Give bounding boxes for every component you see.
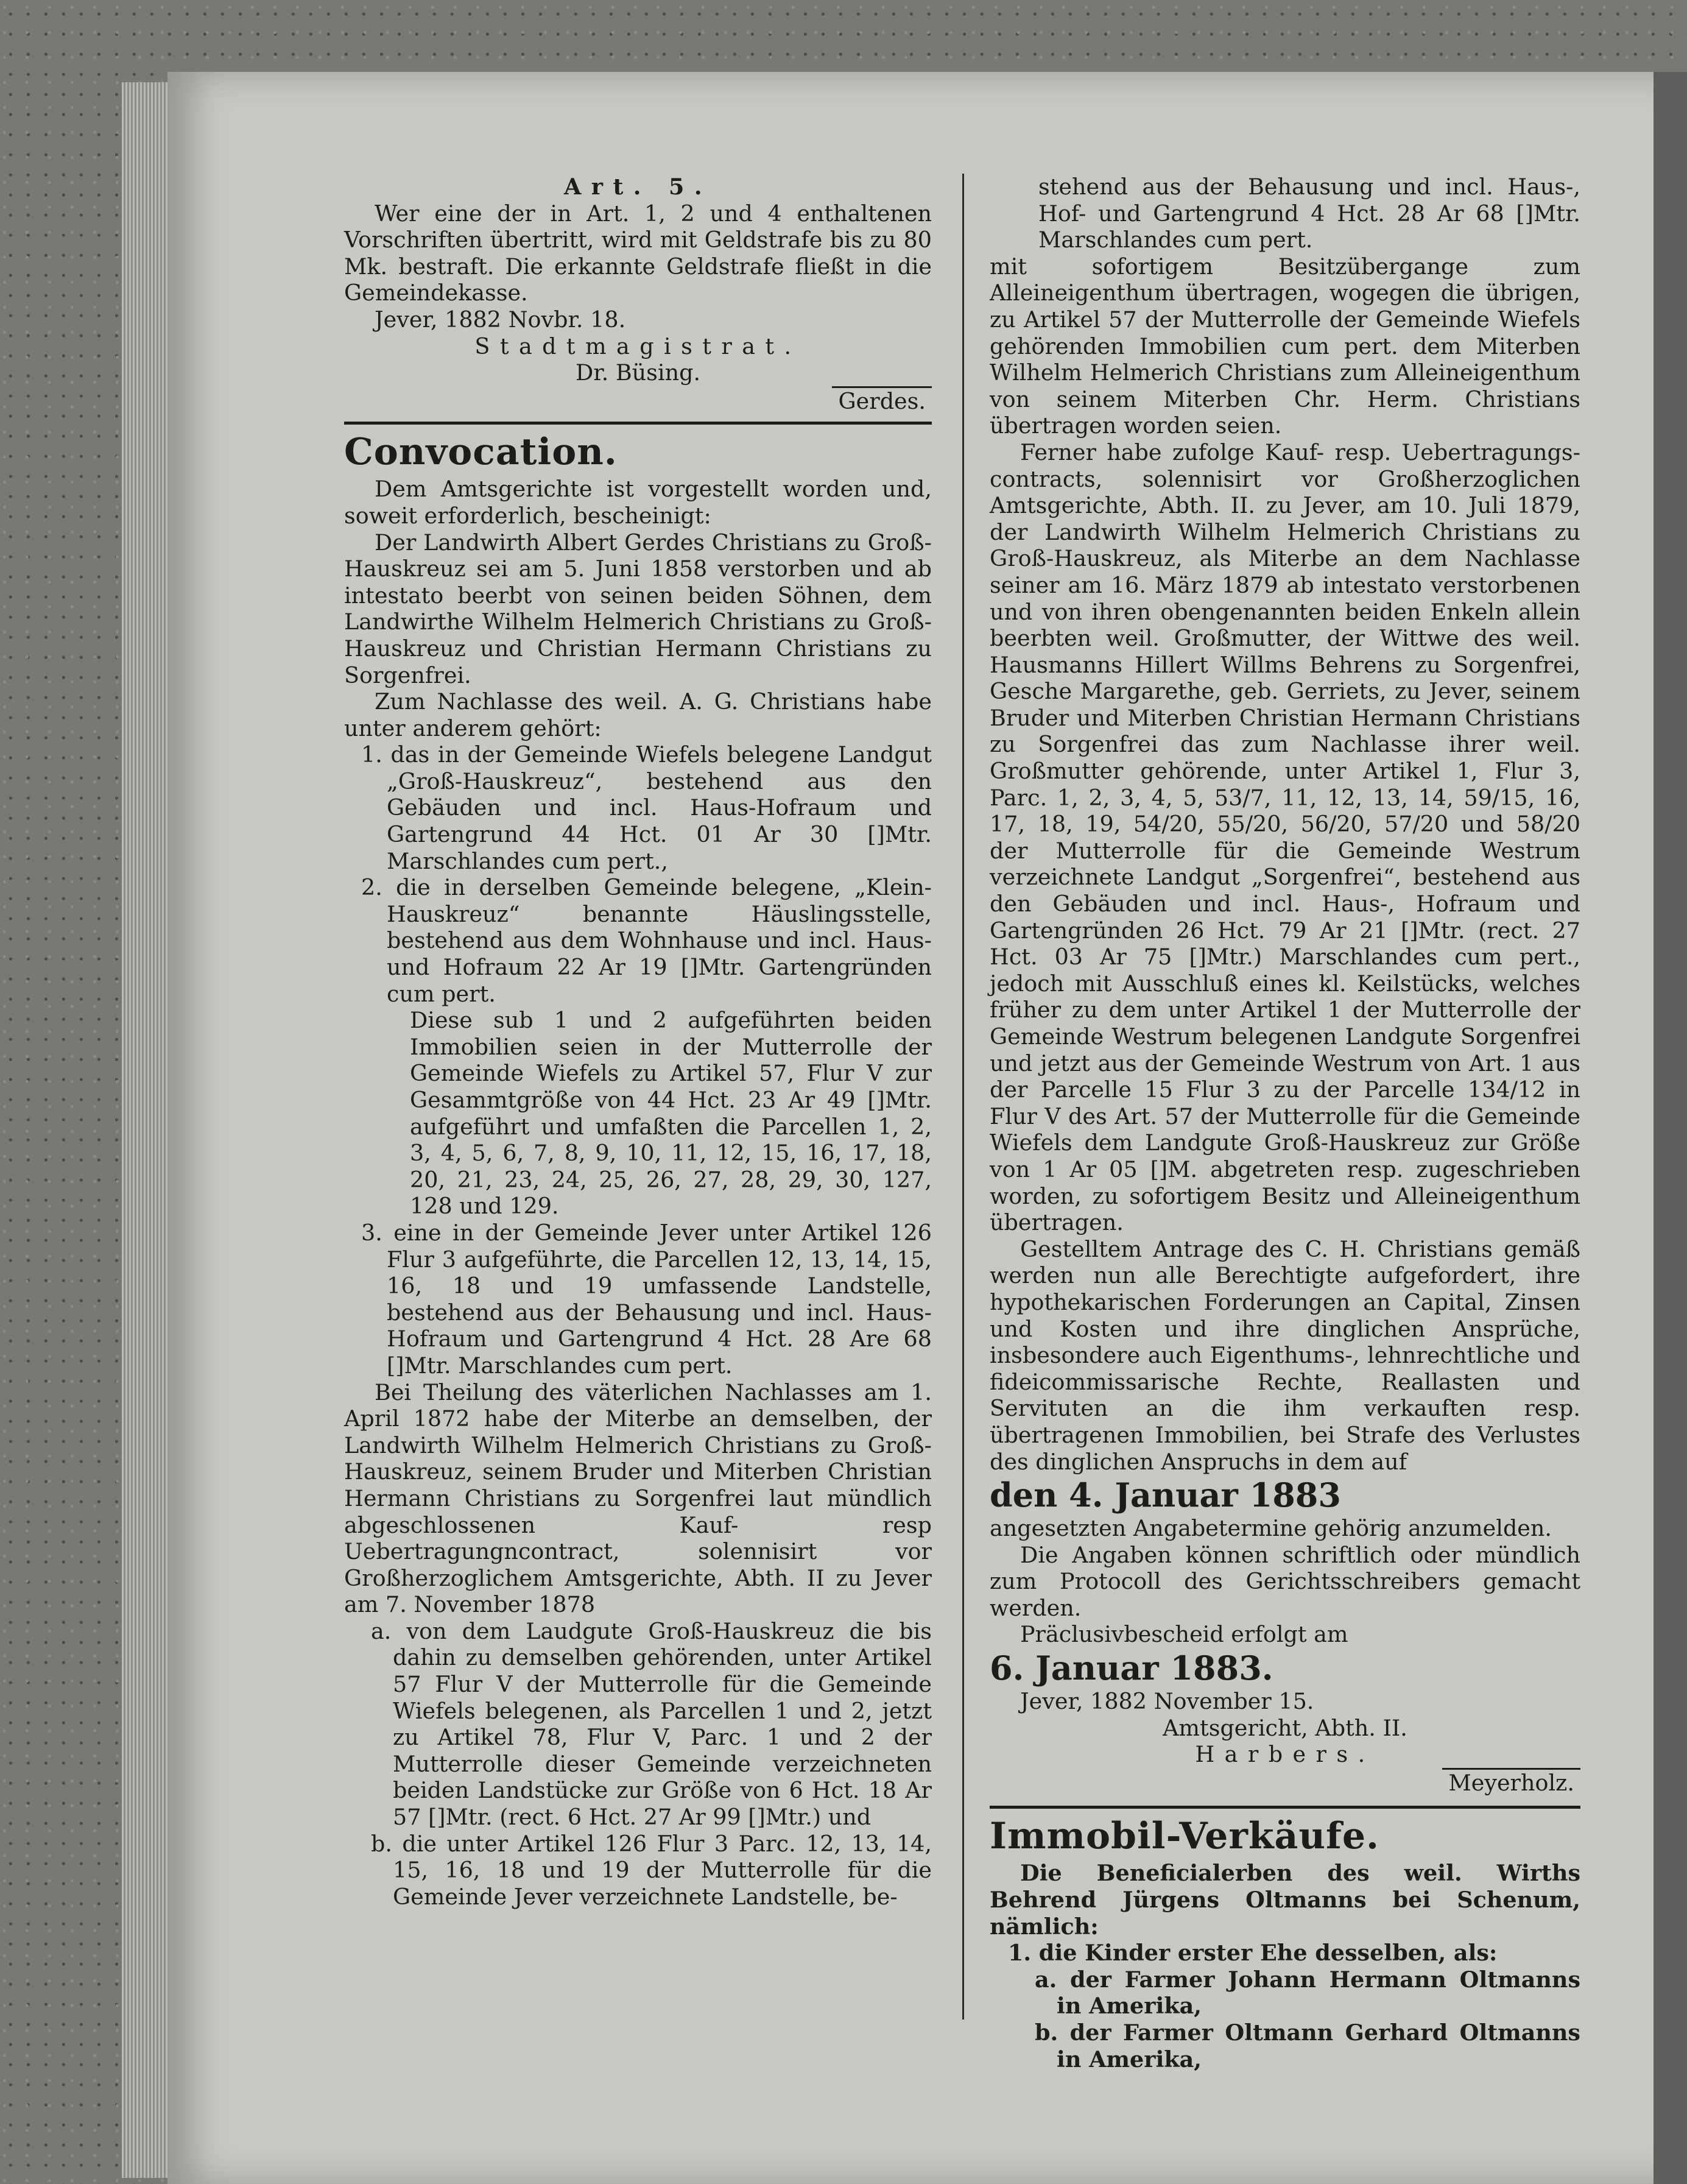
convocation-intro: Dem Amtsgerichte ist vorgestellt worden und, soweit erforderlich, bescheinigt:: [344, 476, 932, 529]
preclusion-date: 6. Januar 1883.: [990, 1649, 1273, 1688]
immobil-p1: Die Beneficialerben des weil. Wirths Behrend Jürgens Oltmanns bei Schenum, nämlich:: [990, 1860, 1580, 1940]
convocation-p1: Der Landwirth Albert Gerdes Christians zu Groß-Hauskreuz sei am 5. Juni 1858 verstorben und ab intestato beerbt von seinen beiden Söhnen, dem Landwirthe Wilhelm Helmerich Christians zu Groß-Hauskreuz und Christian Hermann Christians zu Sorgenfrei.: [344, 529, 932, 688]
immobil-title: Immobil-Verkäufe.: [990, 1815, 1379, 1858]
convocation-p3: Bei Theilung des väterlichen Nachlasses am 1. April 1872 habe der Miterbe an demselben, der Landwirth Wilhelm Helmerich Christians zu Groß-Hauskreuz, seinem Bruder und Miterben Christian Hermann Christians zu Sorgenfrei laut mündlich abgeschlossenen Kauf- resp Uebertragungncontract, solennisirt vor Großherzoglichem Amtsgerichte, Abth. II zu Jever am 7. November 1878: [344, 1379, 932, 1618]
deadline-date: den 4. Januar 1883: [990, 1475, 1341, 1515]
book-gutter-right: [1654, 72, 1687, 2184]
left-column: [344, 174, 932, 1910]
art-heading: Art. 5.: [564, 174, 712, 200]
continuation-text-2: mit sofortigem Besitzübergange zum Alleineigenthum übertragen, wogegen die übrigen, zu Artikel 57 der Mutterrolle der Gemeinde Wiefels gehörenden Immobilien cum pert. dem Miterben Wilhelm Helmerich Christians zum Alleineigenthum von seinem Miterben Chr. Herm. Christians übertragen worden seien.: [990, 253, 1580, 439]
paragraph-ferner: Ferner habe zufolge Kauf- resp. Uebertragungs-contracts, solennisirt vor Großherzoglichen Amtsgerichte, Abth. II. zu Jever, am 10. Juli 1879, der Landwirth Wilhelm Helmerich Christians zu Groß-Hauskreuz, als Miterbe an dem Nachlasse seiner am 16. März 1879 ab intestato verstorbenen und von ihren obengenannten beiden Enkeln allein beerbten weil. Großmutter, der Wittwe des weil. Hausmanns Hillert Willms Behrens zu Sorgenfrei, Gesche Margarethe, geb. Gerriets, zu Jever, seinem Bruder und Miterben Christian Hermann Christians zu Sorgenfrei das zum Nachlasse ihrer weil. Großmutter gehörende, unter Artikel 1, Flur 3, Parc. 1, 2, 3, 4, 5, 53/7, 11, 12, 13, 14, 59/15, 16, 17, 18, 19, 54/20, 55/20, 56/20, 57/20 und 58/20 der Mutterrolle für die Gemeinde Westrum verzeichnete Landgut „Sorgenfrei“, bestehend aus den Gebäuden und incl. Haus-, Hofraum und Gartengründen 26 Hct. 79 Ar 21 []Mtr. (rect. 27 Hct. 03 Ar 75 []Mtr.) Marschlandes cum pert., jedoch mit Ausschluß eines kl. Keilstücks, welches früher zu dem unter Artikel 1 der Mutterrolle der Gemeinde Westrum belegenen Landgute Sorgenfrei und jetzt aus der Gemeinde Westrum von Art. 1 aus der Parcelle 15 Flur 3 zu der Parcelle 134/12 in Flur V des Art. 57 der Mutterrolle für die Gemeinde Wiefels dem Landgute Groß-Hauskreuz zur Größe von 1 Ar 05 []M. abgetreten resp. zugeschrieben worden, zu sofortigem Besitz und Alleineigenthum übertragen.: [990, 439, 1580, 1236]
court-place-date: Jever, 1882 November 15.: [1020, 1688, 1314, 1715]
paragraph-gestellt: Gestelltem Antrage des C. H. Christians gemäß werden nun alle Berechtigte aufgefordert, ihre hypothekarischen Forderungen an Capital, Zinsen und Kosten und ihre dinglichen Ansprüche, insbesondere auch Eigenthums-, lehnrechtliche und fideicommissarische Rechte, Reallasten und Servituten an die ihm verkauften resp. übertragenen Immobilien, bei Strafe des Verlustes des dinglichen Anspruchs in dem auf: [990, 1235, 1580, 1475]
court-signer: Harbers.: [1195, 1741, 1375, 1768]
immobil-item-1: 1. die Kinder erster Ehe desselben, als:: [1008, 1940, 1498, 1967]
court-cosigner-line: [990, 1768, 1580, 1797]
column-divider: [962, 174, 964, 2020]
section-rule-right: [990, 1806, 1580, 1809]
list-item-note: Diese sub 1 und 2 aufgeführten beiden Immobilien seien in der Mutterrolle der Gemeinde Wiefels zu Artikel 57, Flur V zur Gesammtgröße von 44 Hct. 23 Ar 49 []Mtr. aufgeführt und umfaßten die Parcellen 1, 2, 3, 4, 5, 6, 7, 8, 9, 10, 11, 12, 15, 16, 17, 18, 20, 21, 23, 24, 25, 26, 27, 28, 29, 30, 127, 128 und 129.: [410, 1007, 932, 1220]
list-item-2: 2. die in derselben Gemeinde belegene, „Klein-Hauskreuz“ benannte Häuslingsstelle, bestehend aus dem Wohnhause und incl. Haus- und Hofraum 22 Ar 19 []Mtr. Gartengründen cum pert.: [361, 874, 932, 1007]
art-authority: Stadtmagistrat.: [474, 333, 801, 359]
art-cosigner: Gerdes.: [832, 386, 932, 415]
immobil-item-b: b. der Farmer Oltmann Gerhard Oltmanns in Amerika,: [1035, 2020, 1580, 2073]
continuation-text: stehend aus der Behausung und incl. Haus-, Hof- und Gartengrund 4 Hct. 28 Ar 68 []Mtr. Marschlandes cum pert.: [1038, 174, 1580, 253]
right-column: [990, 174, 1580, 2073]
court-name: Amtsgericht, Abth. II.: [1163, 1714, 1407, 1741]
art-cosigner-line: [344, 386, 932, 415]
paragraph-angaben: Die Angaben können schriftlich oder mündlich zum Protocoll des Gerichtsschreibers gemacht werden.: [990, 1541, 1580, 1621]
convocation-title: Convocation.: [344, 431, 618, 474]
art-text: Wer eine der in Art. 1, 2 und 4 enthaltenen Vorschriften übertritt, wird mit Geldstrafe bis zu 80 Mk. bestraft. Die erkannte Geldstrafe fließt in die Gemeindekasse.: [344, 200, 932, 306]
art-signer: Dr. Büsing.: [575, 359, 701, 386]
paragraph-praeclusiv: Präclusivbescheid erfolgt am: [1020, 1621, 1348, 1648]
list-item-1: 1. das in der Gemeinde Wiefels belegene Landgut „Groß-Hauskreuz“, bestehend aus den Gebäuden und incl. Haus-Hofraum und Gartengrund 44 Hct. 01 Ar 30 []Mtr. Marschlandes cum pert.,: [361, 741, 932, 874]
list-item-3: 3. eine in der Gemeinde Jever unter Artikel 126 Flur 3 aufgeführte, die Parcellen 12, 13, 14, 15, 16, 18 und 19 umfassende Landstelle, bestehend aus der Behausung und incl. Haus-Hofraum und Gartengrund 4 Hct. 28 Are 68 []Mtr. Marschlandes cum pert.: [361, 1219, 932, 1379]
court-cosigner: Meyerholz.: [1442, 1768, 1580, 1797]
sub-item-b: b. die unter Artikel 126 Flur 3 Parc. 12, 13, 14, 15, 16, 18 und 19 der Mutterrolle für die Gemeinde Jever verzeichnete Landstelle, be-: [371, 1830, 932, 1910]
section-rule: [344, 422, 932, 425]
convocation-p2: Zum Nachlasse des weil. A. G. Christians habe unter anderem gehört:: [344, 688, 932, 741]
immobil-item-a: a. der Farmer Johann Hermann Oltmanns in Amerika,: [1035, 1966, 1580, 2020]
art-place-date: Jever, 1882 Novbr. 18.: [375, 306, 626, 333]
sub-item-a: a. von dem Laudgute Groß-Hauskreuz die bis dahin zu demselben gehörenden, unter Artikel 57 Flur V der Mutterrolle für die Gemeinde Wiefels belegenen, als Parcellen 1 und 2, jetzt zu Artikel 78, Flur V, Parc. 1 und 2 der Mutterrolle dieser Gemeinde verzeichneten beiden Landstücke zur Größe von 6 Hct. 18 Ar 57 []Mtr. (rect. 6 Hct. 27 Ar 99 []Mtr.) und: [371, 1617, 932, 1831]
paragraph-angesetzten: angesetzten Angabetermine gehörig anzumelden.: [990, 1515, 1552, 1542]
